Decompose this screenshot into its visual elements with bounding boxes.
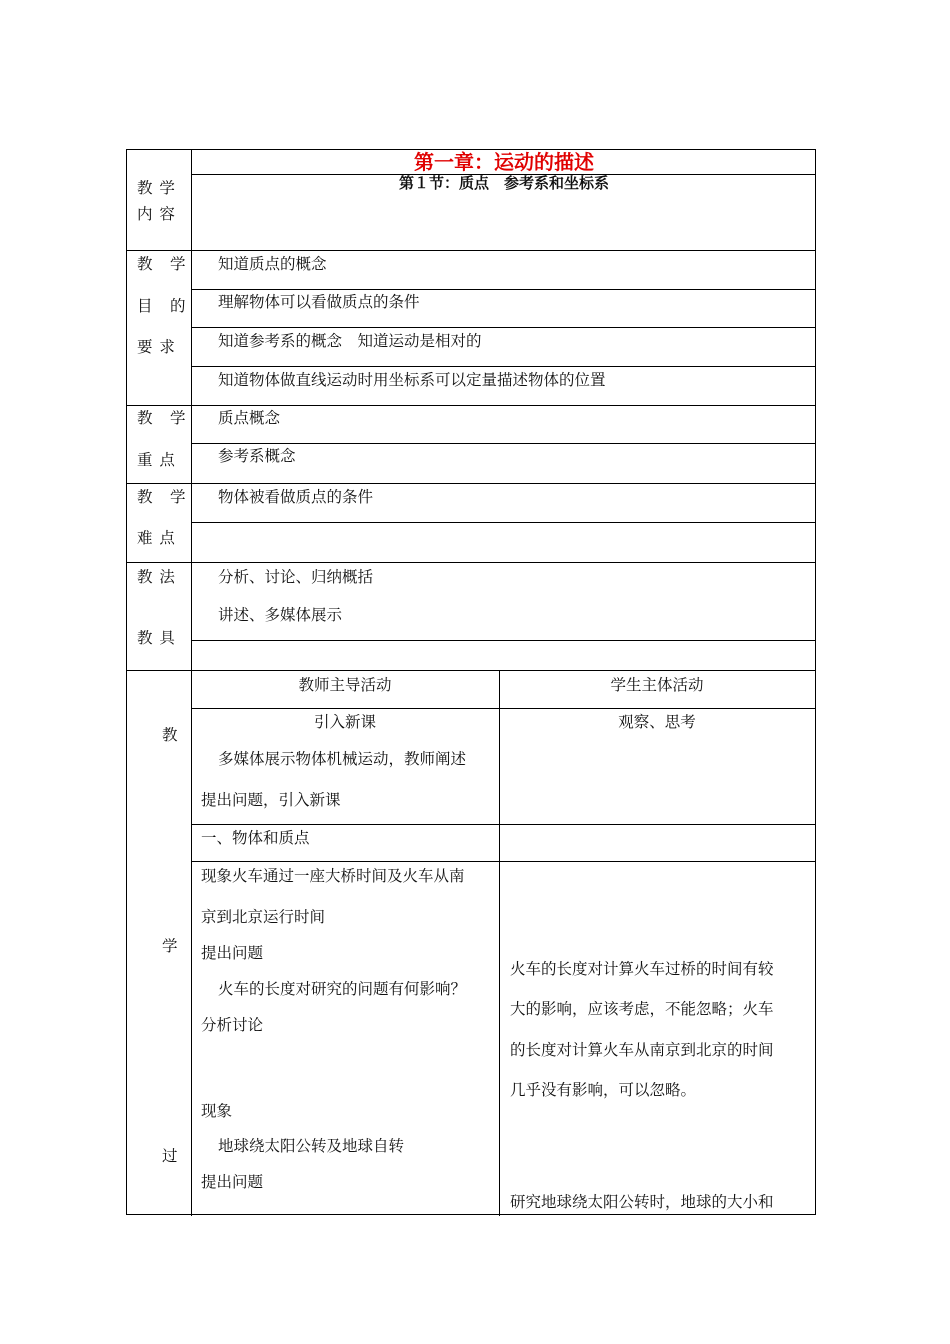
goal-item: 理解物体可以看做质点的条件 (218, 293, 420, 311)
row-divider (127, 670, 815, 671)
train-discuss: 分析讨论 (201, 1016, 264, 1034)
section-title: 第１节：质点 参考系和坐标系 (398, 174, 609, 192)
label-process-3: 过 (162, 1147, 179, 1165)
row-divider (127, 405, 815, 406)
cell-divider (191, 522, 815, 523)
cell-divider (191, 327, 815, 328)
row-divider (127, 250, 815, 251)
label-content-1: 教 学 (137, 179, 176, 197)
earth-answer-start: 研究地球绕太阳公转时，地球的大小和 (510, 1193, 774, 1211)
label-key-1: 教 学 (137, 409, 187, 427)
train-question-label: 提出问题 (201, 944, 264, 962)
goal-item: 知道参考系的概念 知道运动是相对的 (218, 332, 482, 350)
label-difficulty-1: 教 学 (137, 488, 187, 506)
lesson-plan-table (126, 149, 816, 1215)
intro-student-text: 观察、思考 (618, 713, 696, 731)
label-goals-3: 要 求 (137, 338, 176, 356)
row-divider (127, 562, 815, 563)
difficulty-item: 物体被看做质点的条件 (218, 488, 374, 506)
goal-item: 知道质点的概念 (218, 255, 327, 273)
label-process-1: 教 (162, 726, 179, 744)
train-answer-line: 几乎没有影响，可以忽略。 (510, 1081, 697, 1099)
cell-divider (191, 861, 815, 862)
activity-column-divider (499, 670, 500, 1216)
cell-divider (191, 366, 815, 367)
label-process-2: 学 (162, 937, 179, 955)
earth-question-label: 提出问题 (201, 1173, 264, 1191)
goal-item: 知道物体做直线运动时用坐标系可以定量描述物体的位置 (218, 371, 606, 389)
intro-line: 提出问题，引入新课 (201, 791, 341, 809)
cell-divider (191, 443, 815, 444)
label-tools: 教 具 (137, 629, 176, 647)
cell-divider (191, 640, 815, 641)
train-answer-line: 大的影响，应该考虑，不能忽略；火车 (510, 1000, 774, 1018)
train-answer-line: 火车的长度对计算火车过桥的时间有较 (510, 960, 774, 978)
train-phenomenon: 现象火车通过一座大桥时间及火车从南 (201, 867, 465, 885)
label-difficulty-2: 难 点 (137, 529, 176, 547)
key-point-item: 质点概念 (218, 409, 281, 427)
intro-title: 引入新课 (313, 713, 376, 731)
earth-phenomenon: 地球绕太阳公转及地球自转 (218, 1137, 405, 1155)
label-goals-1: 教 学 (137, 255, 187, 273)
tools-text: 讲述、多媒体展示 (218, 606, 343, 624)
cell-divider (191, 824, 815, 825)
label-goals-2: 目 的 (137, 297, 187, 315)
methods-text: 分析、讨论、归纳概括 (218, 568, 374, 586)
chapter-title: 第一章：运动的描述 (414, 150, 594, 174)
train-answer-line: 的长度对计算火车从南京到北京的时间 (510, 1041, 774, 1059)
label-methods: 教 法 (137, 568, 176, 586)
row-divider (127, 483, 815, 484)
earth-phenomenon-label: 现象 (201, 1102, 233, 1120)
label-key-2: 重 点 (137, 451, 176, 469)
intro-line: 多媒体展示物体机械运动，教师阐述 (218, 750, 467, 768)
student-activity-header: 学生主体活动 (610, 676, 704, 694)
teacher-activity-header: 教师主导活动 (298, 676, 392, 694)
train-phenomenon: 京到北京运行时间 (201, 908, 326, 926)
train-question: 火车的长度对研究的问题有何影响？ (218, 980, 467, 998)
label-content-2: 内 容 (137, 205, 176, 223)
section-heading: 一、物体和质点 (201, 829, 310, 847)
key-point-item: 参考系概念 (218, 447, 296, 465)
cell-divider (191, 708, 815, 709)
cell-divider (191, 289, 815, 290)
